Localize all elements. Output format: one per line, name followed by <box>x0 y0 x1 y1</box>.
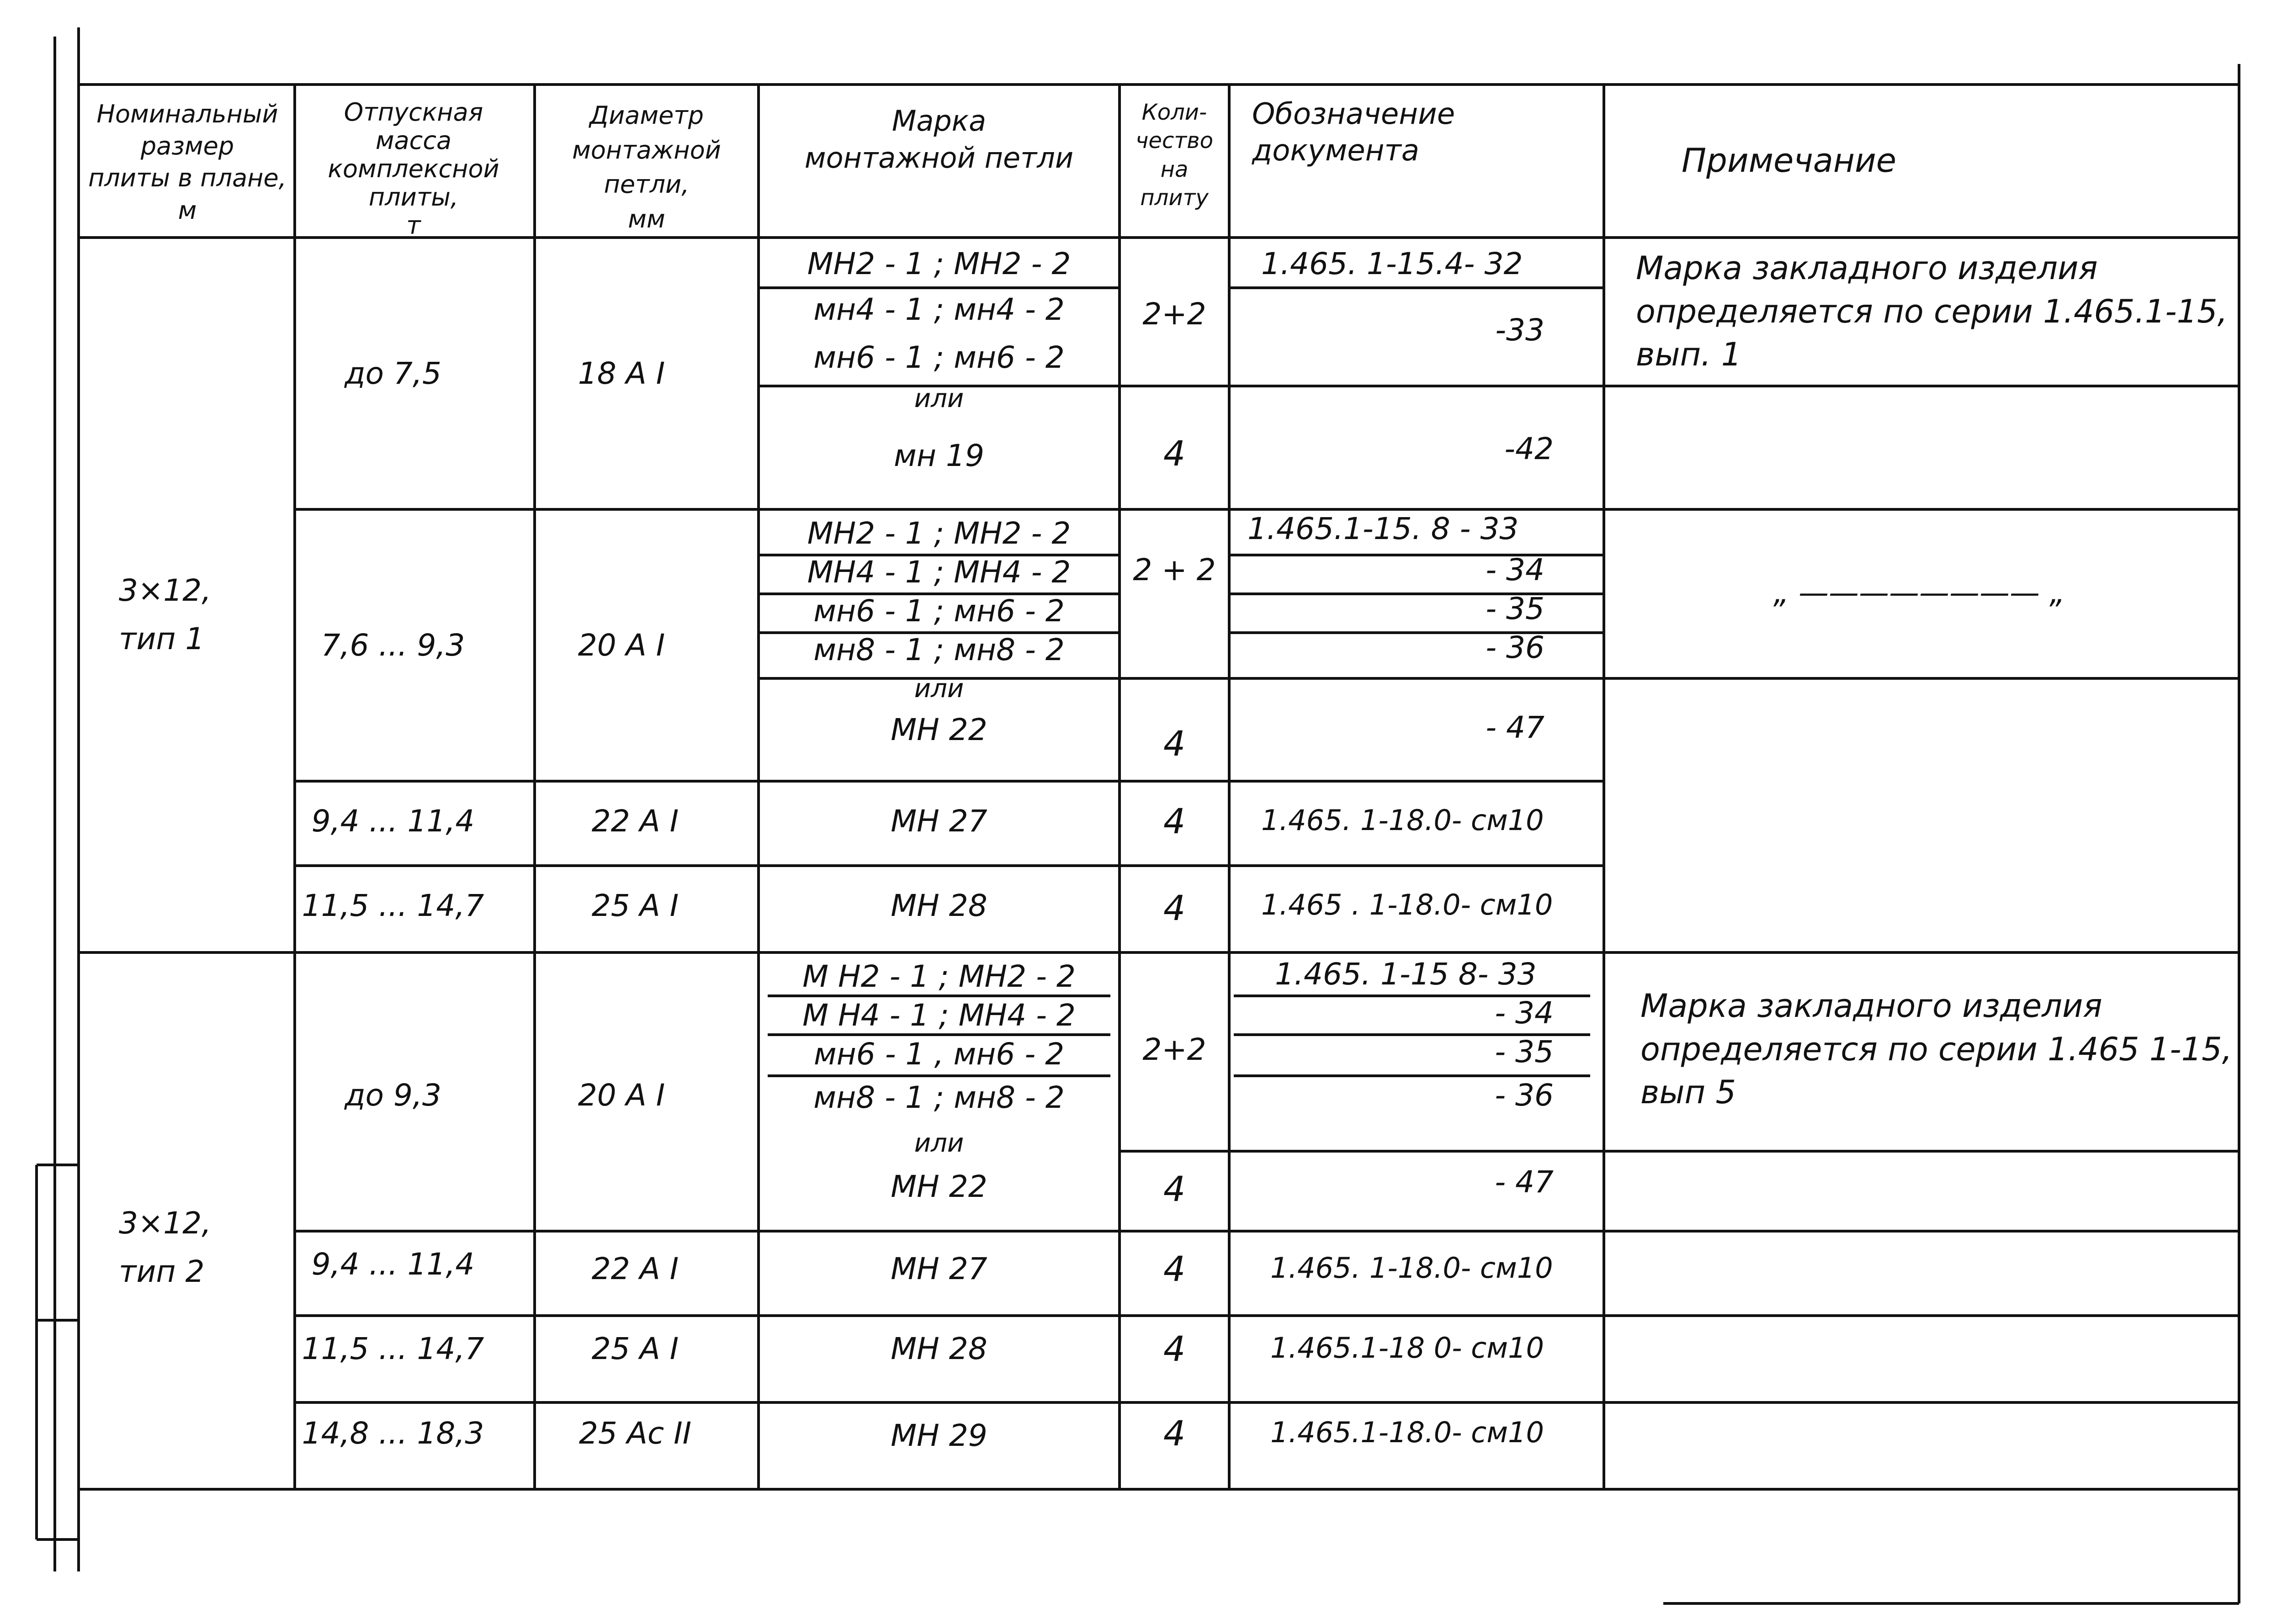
quantity-cell: 2+2 <box>1142 296 1206 332</box>
note-cell <box>1640 984 2232 1114</box>
diameter-cell: 22 А I <box>591 1251 679 1286</box>
document-cell: 1.465.1-15. 8 - 33 <box>1247 511 1519 546</box>
header-loop-diameter <box>572 98 721 236</box>
diameter-cell: 20 А I <box>578 1078 665 1113</box>
header-quantity <box>1136 98 1213 212</box>
document-cell: - 35 <box>1486 591 1544 626</box>
mass-cell: до 9,3 <box>345 1078 441 1113</box>
header-document <box>1252 96 1455 169</box>
size-line: тип 2 <box>119 1254 205 1289</box>
mark-line: М Н2 - 1 ; МН2 - 2 <box>802 959 1076 994</box>
header-line: на <box>1160 156 1189 182</box>
mark-line: мн6 - 1 ; мн6 - 2 <box>813 593 1065 629</box>
diameter-cell: 25 Ас II <box>578 1416 692 1451</box>
document-cell: - 34 <box>1486 552 1544 587</box>
header-line: мм <box>628 204 665 233</box>
quantity-cell: 4 <box>1163 1328 1186 1369</box>
document-cell: 1.465.1-18.0- см10 <box>1270 1416 1544 1449</box>
note-line: Марка закладного изделия <box>1636 249 2098 287</box>
document-cell: - 36 <box>1486 630 1544 665</box>
note-line: вып 5 <box>1640 1074 1736 1111</box>
mass-cell: до 7,5 <box>345 356 441 391</box>
quantity-cell: 4 <box>1163 433 1186 474</box>
diameter-cell: 25 А I <box>591 1331 679 1366</box>
mark-cell: МН 28 <box>891 1331 987 1366</box>
mark-line: мн6 - 1 ; мн6 - 2 <box>813 340 1065 375</box>
header-line: петли, <box>604 170 690 199</box>
document-cell: 1.465. 1-15 8- 33 <box>1275 957 1537 992</box>
mark-line: или <box>914 1128 964 1158</box>
header-line: плиты в плане, <box>88 164 287 193</box>
header-line: Отпускная <box>344 98 483 127</box>
mark-line: МН4 - 1 ; МН4 - 2 <box>807 555 1071 590</box>
document-cell: - 36 <box>1495 1078 1554 1113</box>
mass-cell: 11,5 ... 14,7 <box>302 1331 484 1366</box>
diameter-cell: 20 А I <box>578 628 665 663</box>
document-cell: -42 <box>1504 431 1554 466</box>
document-cell: - 34 <box>1495 995 1554 1031</box>
mark-cell: МН 29 <box>891 1418 987 1453</box>
quantity-cell: 4 <box>1163 1169 1186 1209</box>
document-cell: 1.465.1-18 0- см10 <box>1270 1331 1544 1365</box>
note-line: определяется по серии 1.465.1-15, <box>1636 292 2228 330</box>
document-cell: 1.465. 1-15.4- 32 <box>1261 246 1523 281</box>
note-cell <box>1636 247 2228 376</box>
header-line: Обозначение <box>1252 97 1455 131</box>
header-line: т <box>406 211 421 240</box>
header-line: Марка <box>892 104 987 138</box>
mark-line: мн 19 <box>894 438 984 473</box>
mark-line: МН 22 <box>891 1169 987 1204</box>
quantity-cell: 4 <box>1163 723 1186 764</box>
mark-line: МН2 - 1 ; МН2 - 2 <box>807 246 1071 281</box>
document-cell: - 35 <box>1495 1034 1554 1069</box>
header-line: комплексной <box>328 154 499 184</box>
header-nominal-size <box>88 98 287 227</box>
mark-line: мн8 - 1 ; мн8 - 2 <box>813 632 1065 667</box>
document-cell: - 47 <box>1495 1164 1554 1200</box>
header-note: Примечание <box>1682 141 1897 180</box>
header-line: масса <box>375 126 452 155</box>
header-loop-mark <box>805 103 1073 176</box>
diameter-cell: 25 А I <box>591 888 679 923</box>
header-line: плиту <box>1140 185 1209 211</box>
group-size <box>119 1199 211 1296</box>
header-line: чество <box>1136 128 1213 154</box>
header-line: размер <box>140 132 234 161</box>
mark-line: М Н4 - 1 ; МН4 - 2 <box>802 998 1076 1033</box>
quantity-cell: 4 <box>1163 888 1186 928</box>
mark-line: МН 22 <box>891 712 987 747</box>
header-line: монтажной <box>572 135 721 164</box>
mark-line: или <box>914 384 964 413</box>
mark-line: мн6 - 1 , мн6 - 2 <box>813 1037 1065 1072</box>
mark-line: МН2 - 1 ; МН2 - 2 <box>807 516 1071 551</box>
document-cell: 1.465. 1-18.0- см10 <box>1270 1251 1553 1285</box>
mark-line: или <box>914 674 964 704</box>
size-line: 3×12, <box>119 1206 212 1241</box>
note-line: вып. 1 <box>1636 336 1742 373</box>
header-line: Коли- <box>1141 100 1207 125</box>
quantity-cell: 4 <box>1163 801 1186 841</box>
mark-cell: МН 27 <box>891 804 987 839</box>
mark-cell: МН 27 <box>891 1251 987 1286</box>
header-line: Номинальный <box>96 100 278 128</box>
group-size <box>119 566 211 663</box>
header-line: плиты, <box>368 183 459 212</box>
diameter-cell: 22 А I <box>591 804 679 839</box>
size-line: тип 1 <box>119 621 205 656</box>
header-line: Диаметр <box>589 101 704 130</box>
quantity-cell: 2+2 <box>1142 1032 1206 1067</box>
note-ditto: „ ———————— „ <box>1773 575 2065 610</box>
mass-cell: 11,5 ... 14,7 <box>302 888 484 923</box>
mass-cell: 9,4 ... 11,4 <box>311 1247 475 1282</box>
document-cell: - 47 <box>1486 710 1544 745</box>
mark-line: мн4 - 1 ; мн4 - 2 <box>813 292 1065 327</box>
note-line: Марка закладного изделия <box>1640 987 2102 1025</box>
quantity-cell: 2 + 2 <box>1133 552 1216 587</box>
header-line: м <box>178 196 197 225</box>
header-line: документа <box>1252 134 1419 168</box>
diameter-cell: 18 А I <box>578 356 665 391</box>
quantity-cell: 4 <box>1163 1413 1186 1454</box>
document-cell: 1.465. 1-18.0- см10 <box>1261 804 1544 837</box>
mass-cell: 14,8 ... 18,3 <box>302 1416 484 1451</box>
size-line: 3×12, <box>119 573 212 608</box>
document-cell: 1.465 . 1-18.0- см10 <box>1261 888 1553 921</box>
mark-cell: МН 28 <box>891 888 987 923</box>
header-line: монтажной петли <box>804 141 1074 175</box>
mass-cell: 7,6 ... 9,3 <box>321 628 465 663</box>
mark-line: мн8 - 1 ; мн8 - 2 <box>813 1080 1065 1115</box>
quantity-cell: 4 <box>1163 1248 1186 1289</box>
mass-cell: 9,4 ... 11,4 <box>311 804 475 839</box>
header-release-mass <box>328 98 499 240</box>
document-cell: -33 <box>1495 312 1544 348</box>
note-line: определяется по серии 1.465 1-15, <box>1640 1030 2232 1068</box>
